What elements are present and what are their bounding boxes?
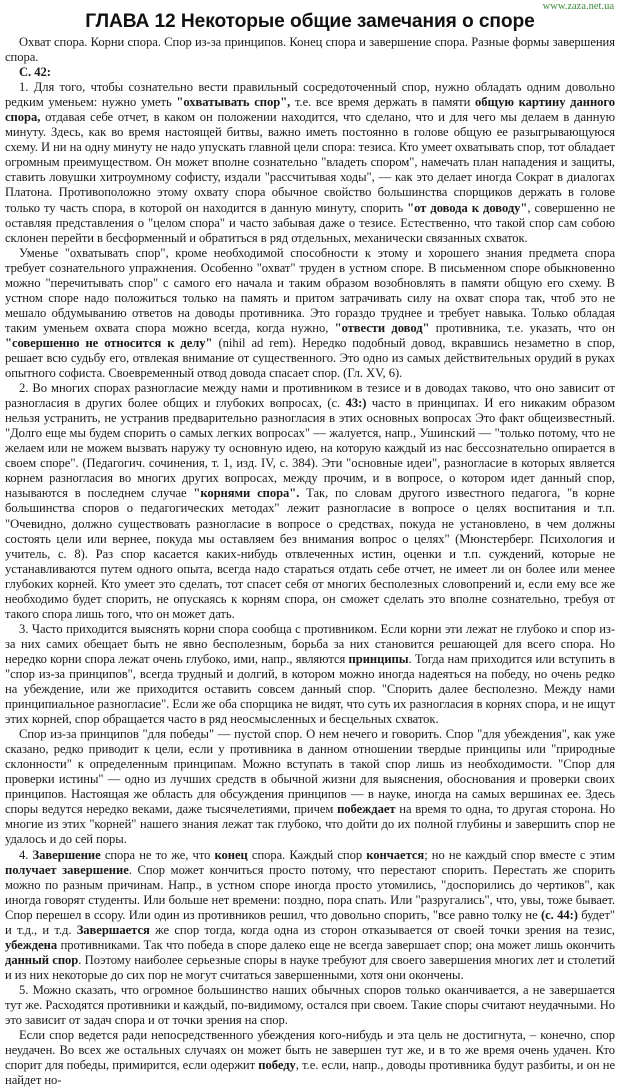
text-run: противниками. Так что победа в споре далеко еще не всегда завершает спор; она может лишь окончить <box>57 937 615 952</box>
text-run: 4. <box>19 847 33 862</box>
text-run: будет" и т.д., и т.д. <box>5 907 615 937</box>
emphasis-text: получает завершение <box>5 862 129 877</box>
site-url[interactable]: www.zaza.net.ua <box>542 1 614 12</box>
text-run: часто в принципах. И его никаким образом нельзя устранить, не устранив предварительно разногласия в этих основных вопросах Это факт общеизвестный. "Долго еще мы будем спорить о самых легких вопросах" — жалуется, напр., Ушинский — "только потому, что не желаем или не можем вызвать наружу ту основную идею, на которую каждый из нас бессознательно опирается в своем споре". (Педагогич. сочинения, т. 1, изд. IV, с. 384). Эти "основные идеи", разногласие в которых является корнем разногласия во многих других вопросах, между прочим, и в вопросе, о котором идет данный спор, называются в последнем случае <box>5 396 616 501</box>
text-run: противника, т.е. указать, что он <box>429 320 615 335</box>
emphasis-text: побеждает <box>337 802 396 817</box>
paragraph <box>5 848 615 983</box>
emphasis-text: 43:) <box>345 396 367 411</box>
emphasis-text: "отвести довод" <box>334 320 430 335</box>
chapter-summary <box>5 35 615 65</box>
emphasis-text: Завершение <box>32 847 101 862</box>
text-run: т.е. все время держать в памяти <box>290 95 475 110</box>
emphasis-text: "охватывать спор", <box>176 95 291 110</box>
text-run: . Спор может кончиться просто потому, что перестают спорить. Перестать же спорить можно по разным причинам. Напр., в устном споре иногда просто утомились, "доспорились до чертиков", как иногда говорят студенты. Или больше нет времени: поздно, пора спать. Или "разругались", что, увы, тоже бывает. Спор перешел в ссору. Или один из противников решил, что довольно спорить, "все равно толку не <box>5 862 616 922</box>
paragraph <box>5 727 615 847</box>
text-run: 3. Часто приходится выяснять корни спора сообща с противником. Если корни эти лежат не глубоко и спор из-за них самих обещает быть не явно бесполезным, борьба за них становится решающей для всего спора. Но нередко корни спора лежат очень глубоко, ими, напр., являются <box>5 621 615 666</box>
page-reference <box>5 65 615 80</box>
paragraph <box>5 246 615 381</box>
text-run: Уменье "охватывать спор", кроме необходимой способности к этому и хорошего знания предмета спора требует сознательного упражнения. Особенно "охват" труден в устном споре. В письменном споре обыкновенно можно "перечитывать спор" с самого его начала и таким образом возобновлять в памяти общую его схему. В устном споре надо положиться только на память и притом затрачивать силу на охват спора так, чтоб это не мешало обдумыванию ответов на доводы противника. Это гораздо труднее и требует навыка. Только обладая таким уменьем охвата спора можно всегда, когда нужно, <box>5 245 615 335</box>
chapter-title: ГЛАВА 12 Некоторые общие замечания о споре <box>85 11 535 32</box>
paragraph <box>5 381 615 622</box>
text-run: (nihil ad rem). Нередко подобный довод, вкравшись незаметно в спор, решает всю судьбу его, отвлекая внимание от существенного. Это одно из самых действительных орудий в руках опытного софиста. Своевременный отвод довода спасает спор. (Гл. XV, 6). <box>5 335 615 381</box>
emphasis-text: общую картину данного спора, <box>5 95 616 125</box>
emphasis-text: С. 42: <box>19 65 51 80</box>
paragraph <box>5 80 615 246</box>
text-run: . Тогда нам приходится или вступить в "спор из-за принципов", всегда трудный и долгий, в котором можно иногда надеяться на победу, но очень редко на убеждение, или же приходится оставить совсем данный спор. "Спорить далее бесполезно. Между нами принципиальное разногласие". Если же оба спорщика не видят, что суть их разногласия в корнях спора, и не ищут этих корней, спор обращается часто в ряд неосмысленных и бесцельных схваток. <box>5 651 615 727</box>
text-run: Если спор ведется ради непосредственного убеждения кого-нибудь и эта цель не достигнута, – конечно, спор неудачен. Во всех же остальных случаях он может быть не завершен тут же, и в то же время очень удачен. Кто спорит для победы, примирится, если одержит <box>5 1028 615 1073</box>
text-run: 1. Для того, чтобы сознательно вести правильный сосредоточенный спор, нужно обладать одним довольно редким уменьем: нужно уметь <box>5 80 615 110</box>
text-run: же спор тогда, когда одна из сторон отказывается от своей точки зрения на тезис, <box>149 922 615 937</box>
text-run: , совершенно не оставляя представления о "целом спора" и часто забывая даже о тезисе. Естественно, что такой спор сам собою склонен перейти в бесформенный и обратиться в ряд отдельных, механически связанных схваток. <box>5 200 616 245</box>
emphasis-text: конец <box>214 847 248 862</box>
emphasis-text: (с. 44:) <box>540 907 578 922</box>
emphasis-text: "совершенно не относится к делу" <box>5 335 213 350</box>
paragraph <box>5 1028 615 1088</box>
chapter-text <box>0 33 620 1088</box>
text-run: на время то одна, то другая сторона. Но многие из этих "корней" нашего знания лежат так глубоко, что дойти до их полной глубины и завершить спор не удалось и до сей поры. <box>5 802 615 847</box>
emphasis-text: "от довода к доводу" <box>407 200 528 215</box>
text-run: Охват спора. Корни спора. Спор из-за принципов. Конец спора и завершение спора. Разные формы завершения спора. <box>5 35 615 65</box>
text-run: , т.е. если, напр., доводы противника будут разбиты, и он не найдет но- <box>5 1058 615 1088</box>
text-run: 2. Во многих спорах разногласие между нами и противником в тезисе и в доводах таково, что оно зависит от разногласия в других более общих и глубоких вопросах, (с. <box>5 381 615 411</box>
emphasis-text: данный спор <box>5 952 79 967</box>
paragraph <box>5 983 615 1028</box>
text-run: спора. Каждый спор <box>247 847 367 862</box>
emphasis-text: убеждена <box>5 937 58 952</box>
paragraph <box>5 622 615 727</box>
text-run: ; но не каждый спор вместе с этим <box>424 847 616 862</box>
text-run: отдавая себе отчет, в каком он положении находится, что сделано, что и для чего мы делаем в данную минуту. Здесь, как во время настоящей битвы, важно иметь постоянно в голове общую ее разыгрывающуюся схему. И ни на одну минуту не надо упускать главной цели спора: тезиса. Кто умеет охватывать спор, тот обладает огромным преимуществом. Он может вполне сознательно "владеть спором", намечать план нападения и защиты, ставить ловушки хитроумному софисту, издали "рассчитывая ходы", — как это делает иногда Сократ в диалогах Платона. Противоположно этому охвату спора обычное свойство большинства спорщиков держать в голове только ту часть спора, в которой он находится в данную минуту, спорить <box>5 110 615 215</box>
text-run: . Поэтому наиболее серьезные споры в науке требуют для своего завершения многих лет и столетий и из них некоторые до сих пор не могут считаться завершенными, хотя они окончены. <box>5 952 615 982</box>
emphasis-text: победу <box>258 1058 296 1073</box>
text-run: спора не то же, что <box>100 847 215 862</box>
text-run: Спор из-за принципов "для победы" — пустой спор. О нем нечего и говорить. Спор "для убеждения", как уже сказано, редко приводит к цели, если у противника в данном отношении твердые принципы или "природные склонности" к определенным принципам. Можно вступать в такой спор лишь из необходимости. "Спор для проверки истины" — одно из лучших средств в обычной жизни для выяснения, обоснования и проверки своих принципов. Настоящая же область для обсуждения принципов — в науке, иногда на самых вершинах ее. Здесь споры ведутся нередко веками, даже тысячелетиями, причем <box>5 727 615 817</box>
text-run: Так, по словам другого известного педагога, "в корне большинства споров о педагогических методах" лежит разногласие в вопросе о целях воспитания и т.п. "Очевидно, должно существовать разногласие в вопросе о средствах, покуда не установлено, в чем должны состоять цели или вернее, покуда мы оставляем без внимания вопрос о целях" (Мюнстерберг. Психология и учитель, с. 8). Раз спор касается каких-нибудь отвлеченных истин, оценки и т.п. суждений, которые не устанавливаются путем одного опыта, всегда надо стараться отдать себе отчет, не имеет ли он более или менее глубоких корней. Кто умеет это сделать, тот спасет себя от многих бесполезных словопрений и, если ему все же необходимо будет спорить, не опускаясь к корням спора, он сможет сделать это вполне сознательно, требуя от такого спора лишь того, что он может дать. <box>5 486 615 621</box>
emphasis-text: кончается <box>366 847 425 862</box>
emphasis-text: "корнями спора". <box>193 486 300 501</box>
text-run: 5. Можно сказать, что огромное большинство наших обычных споров только оканчивается, а не завершается тут же. Расходятся противники и каждый, по-видимому, остался при своем. Такие споры считают неудачными. Но это зависит от задач спора и от точки зрения на спор. <box>5 982 615 1028</box>
emphasis-text: принципы <box>348 651 409 666</box>
emphasis-text: Завершается <box>76 922 150 937</box>
